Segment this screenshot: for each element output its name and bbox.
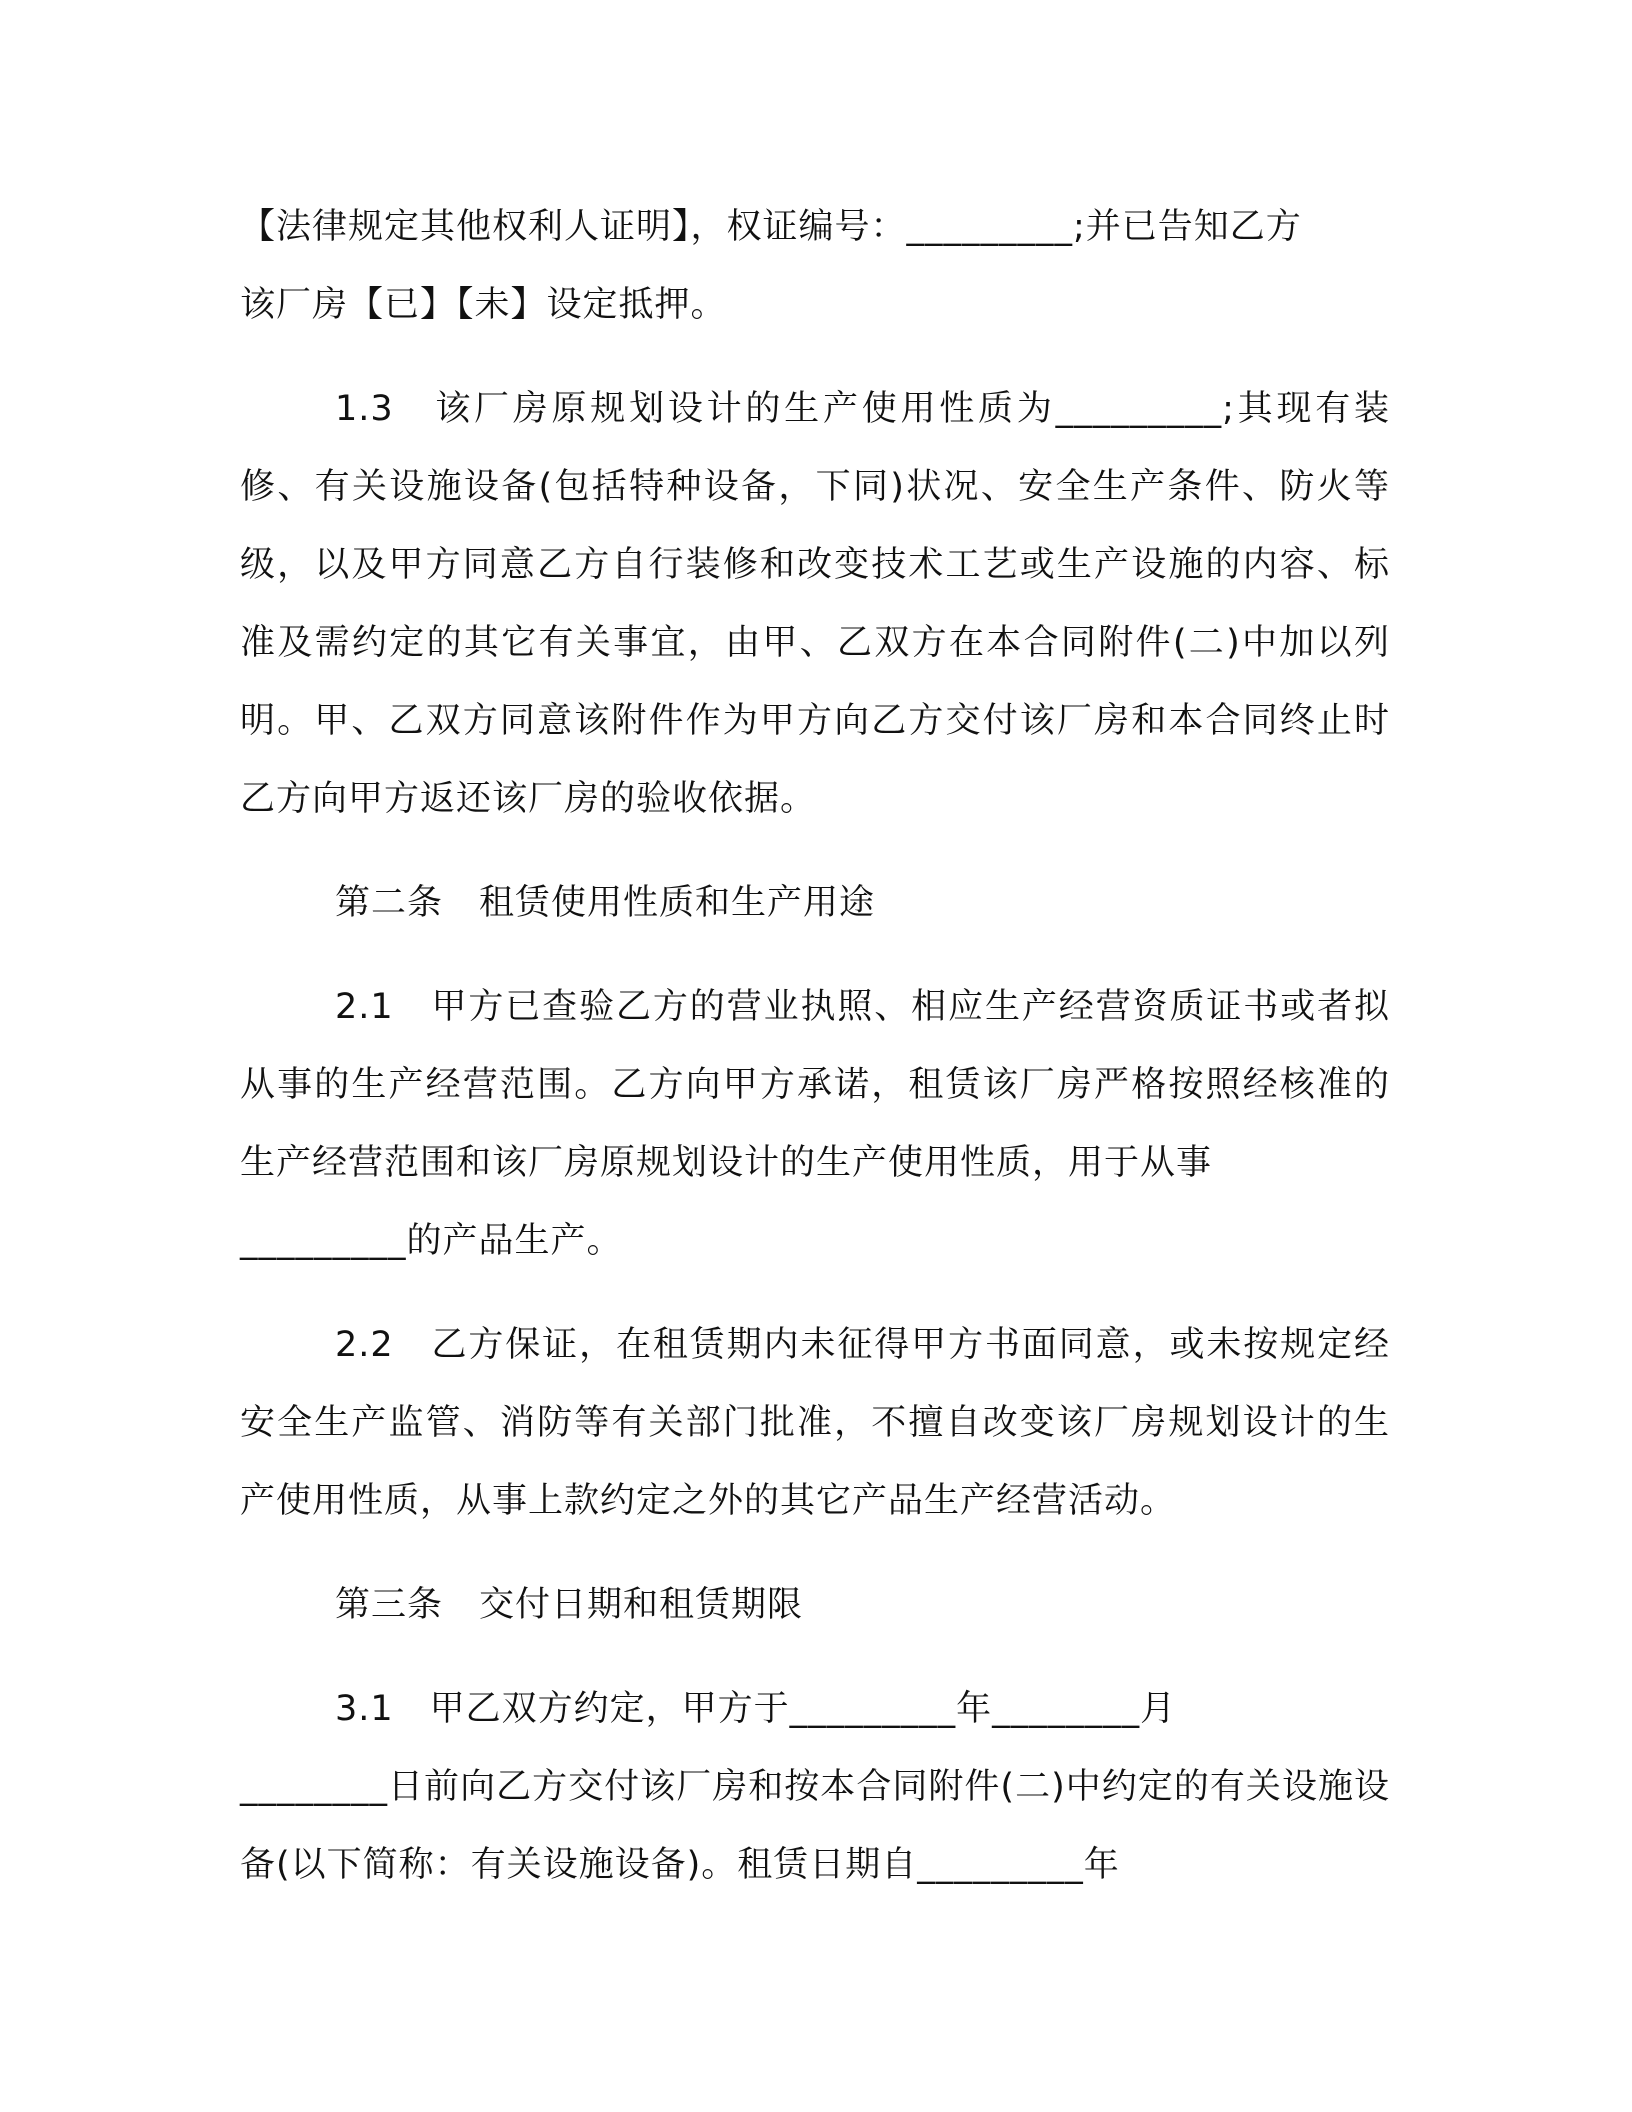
clause-2-2: 2.2 乙方保证，在租赁期内未征得甲方书面同意，或未按规定经安全生产监管、消防等有关部门批准，不擅自改变该厂房规划设计的生产使用性质，从事上款约定之外的其它产品生产经营活动。 (240, 1325, 1390, 1521)
document-page (240, 188, 1390, 1930)
clause-1-3: 1.3 该厂房原规划设计的生产使用性质为_________;其现有装修、有关设施设备(包括特种设备，下同)状况、安全生产条件、防火等级，以及甲方同意乙方自行装修和改变技术工艺或生产设施的内容、标准及需约定的其它有关事宜，由甲、乙双方在本合同附件(二)中加以列明。甲、乙双方同意该附件作为甲方向乙方交付该厂房和本合同终止时乙方向甲方返还该厂房的验收依据。 (240, 389, 1390, 819)
article-2-heading: 第二条 租赁使用性质和生产用途 (335, 883, 876, 923)
paragraph-intro-line2: 该厂房【已】【未】设定抵押。 (240, 285, 727, 325)
clause-3-1-line1: 3.1 甲乙双方约定，甲方于_________年________月 (335, 1689, 1177, 1729)
clause-3-1 (240, 1670, 1390, 1904)
clause-2-1 (240, 968, 1390, 1280)
clause-2-1-tail: _________的产品生产。 (240, 1221, 623, 1261)
paragraph-intro-line1: 【法律规定其他权利人证明】，权证编号：_________;并已告知乙方 (240, 207, 1302, 247)
clause-3-1-rest: ________日前向乙方交付该厂房和按本合同附件(二)中约定的有关设施设备(以下简称：有关设施设备)。租赁日期自_________年 (240, 1767, 1390, 1885)
clause-2-1-body: 2.1 甲方已查验乙方的营业执照、相应生产经营资质证书或者拟从事的生产经营范围。乙方向甲方承诺，租赁该厂房严格按照经核准的生产经营范围和该厂房原规划设计的生产使用性质，用于从事 (240, 987, 1390, 1183)
paragraph-intro (240, 188, 1390, 344)
article-3-heading: 第三条 交付日期和租赁期限 (335, 1585, 804, 1625)
